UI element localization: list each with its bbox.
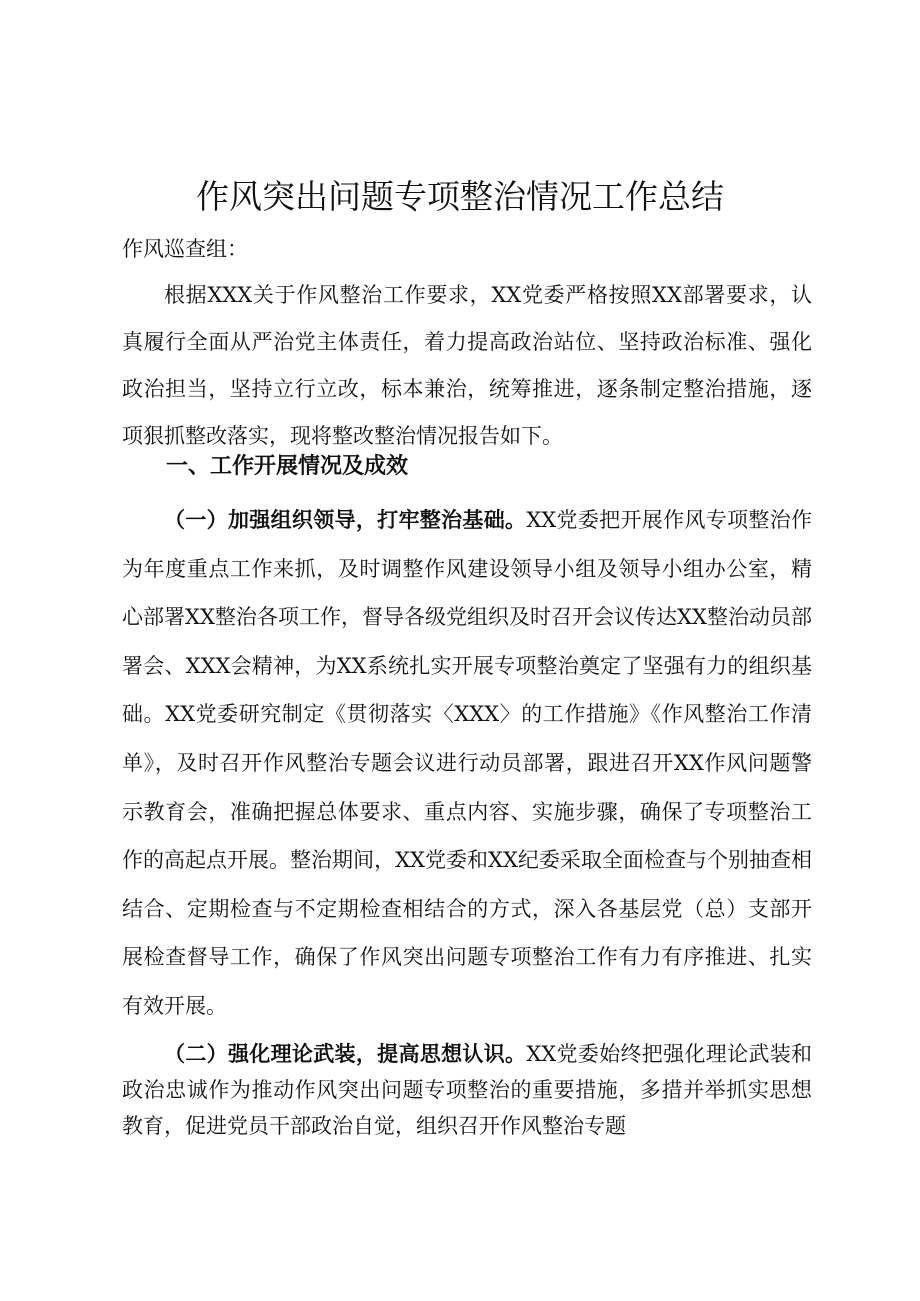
item-body-2: XX党委始终把强化理论武装和政治忠诚作为推动作风突出问题专项整治的重要措施，多措并举抓实思想教育，促进党员干部政治自觉，组织召开作风整治专题	[122, 1042, 813, 1138]
addressee: 作风巡查组：	[122, 237, 248, 261]
item-lead-1: （一）加强组织领导，打牢整治基础。	[164, 507, 527, 532]
item-paragraph-2	[122, 1036, 812, 1144]
item-body-1: XX党委把开展作风专项整治作为年度重点工作来抓，及时调整作风建设领导小组及领导小组办公室，精心部署XX整治各项工作，督导各级党组织及时召开会议传达XX整治动员部署会、XXX会精神，为XX系统扎实开展专项整治奠定了坚强有力的组织基础。XX党委研究制定《贯彻落实〈XXX〉的工作措施》《作风整治工作清单》，及时召开作风整治专题会议进行动员部署，跟进召开XX作风问题警示教育会，准确把握总体要求、重点内容、实施步骤，确保了专项整治工作的高起点开展。整治期间，XX党委和XX纪委采取全面检查与个别抽查相结合、定期检查与不定期检查相结合的方式，深入各基层党（总）支部开展检查督导工作，确保了作风突出问题专项整治工作有力有序推进、扎实有效开展。	[122, 508, 813, 1018]
intro-paragraph: 根据XXX关于作风整治工作要求，XX党委严格按照XX部署要求，认真履行全面从严治党主体责任，着力提高政治站位、坚持政治标准、强化政治担当，坚持立行立改，标本兼治，统筹推进，逐条制定整治措施，逐项狠抓整改落实，现将整改整治情况报告如下。	[122, 283, 812, 448]
item-paragraph-1	[122, 496, 812, 1031]
document-title: 作风突出问题专项整治情况工作总结	[196, 177, 724, 216]
section-heading-1: 一、工作开展情况及成效	[166, 454, 409, 479]
item-lead-2: （二）强化理论武装，提高思想认识。	[164, 1041, 527, 1066]
